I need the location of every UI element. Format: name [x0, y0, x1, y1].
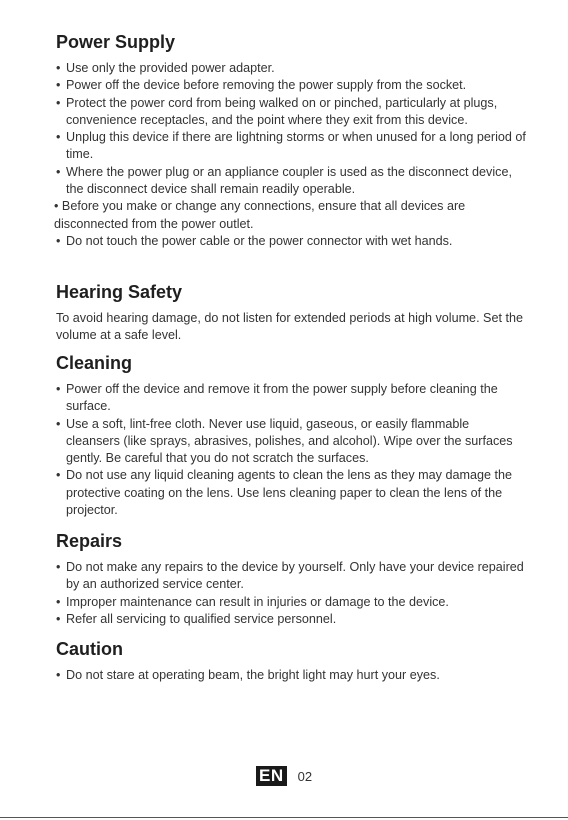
list-item [56, 559, 526, 594]
list-item-text: Do not touch the power cable or the power connector with wet hands. [66, 233, 453, 248]
section-title-power-supply: Power Supply [56, 32, 176, 52]
repairs-list [56, 559, 526, 628]
list-item-text: Where the power plug or an appliance coupler is used as the disconnect device, the disconnect device shall remain readily operable. [66, 164, 512, 197]
language-badge: EN [256, 766, 287, 786]
bullet-dot: • [56, 594, 61, 609]
bullet-dot: • [56, 78, 61, 93]
list-item [56, 594, 526, 611]
bullet-dot: • [56, 468, 61, 483]
list-item [56, 233, 526, 250]
list-item-text: Power off the device and remove it from the power supply before cleaning the surface. [66, 382, 498, 414]
bullet-dot: • [56, 560, 61, 574]
bullet-dot: • [56, 233, 61, 248]
list-item-text: Do not stare at operating beam, the bright light may hurt your eyes. [66, 668, 440, 682]
list-item-text: Do not make any repairs to the device by yourself. Only have your device repaired by an authorized service center. [66, 560, 524, 592]
list-item-text: Unplug this device if there are lightning storms or when unused for a long period of time. [66, 130, 526, 162]
bullet-dot: • [56, 95, 61, 110]
list-item [56, 129, 526, 164]
list-item-text: Use only the provided power adapter. [66, 61, 275, 75]
bullet-dot: • [56, 668, 61, 682]
bullet-dot: • [56, 164, 61, 179]
page-footer [256, 766, 312, 786]
section-title-hearing-safety: Hearing Safety [56, 282, 183, 302]
list-item-text: Refer all servicing to qualified service personnel. [66, 611, 337, 626]
cleaning-list [56, 381, 526, 519]
section-title-caution: Caution [56, 639, 123, 659]
list-item [56, 164, 526, 199]
list-item-text: Before you make or change any connections, ensure that all devices are disconnected from the power outlet. [54, 199, 466, 231]
caution-list [56, 667, 526, 684]
bullet-dot: • [56, 416, 61, 431]
list-item-text: Protect the power cord from being walked on or pinched, particularly at plugs, convenience receptacles, and the point where they exit from this device. [66, 95, 498, 127]
list-item [56, 77, 526, 94]
list-item [56, 667, 526, 684]
list-item [54, 198, 526, 233]
section-caution [56, 638, 526, 684]
bullet-dot: • [56, 611, 61, 626]
section-repairs [56, 530, 526, 628]
hearing-safety-text: To avoid hearing damage, do not listen for extended periods at high volume. Set the volume at a safe level. [56, 311, 523, 343]
page-number: 02 [297, 768, 313, 784]
bullet-dot: • [56, 382, 61, 396]
section-cleaning [56, 352, 526, 519]
bullet-dot: • [54, 199, 59, 214]
list-item-text: Improper maintenance can result in injuries or damage to the device. [66, 594, 449, 609]
list-item [56, 95, 526, 130]
bullet-dot: • [56, 61, 61, 75]
bullet-dot: • [56, 130, 61, 145]
list-item-text: Do not use any liquid cleaning agents to clean the lens as they may damage the protective coating on the lens. Use lens cleaning paper to clean the lens of the projector. [66, 468, 512, 518]
list-item-text: Use a soft, lint-free cloth. Never use liquid, gaseous, or easily flammable cleansers (like sprays, abrasives, polishes, and alcohol). Wipe over the surfaces gently. Be careful that you do not scratch the surfaces. [66, 416, 513, 466]
power-supply-list [56, 60, 526, 250]
list-item [56, 416, 526, 468]
section-power-supply [56, 31, 526, 250]
list-item [56, 467, 526, 519]
list-item [56, 611, 526, 628]
list-item [56, 381, 526, 416]
list-item [56, 60, 526, 77]
section-title-cleaning: Cleaning [56, 353, 133, 373]
section-title-repairs: Repairs [56, 531, 123, 551]
list-item-text: Power off the device before removing the power supply from the socket. [66, 78, 467, 93]
bottom-divider [0, 817, 568, 818]
section-hearing-safety [56, 281, 526, 345]
